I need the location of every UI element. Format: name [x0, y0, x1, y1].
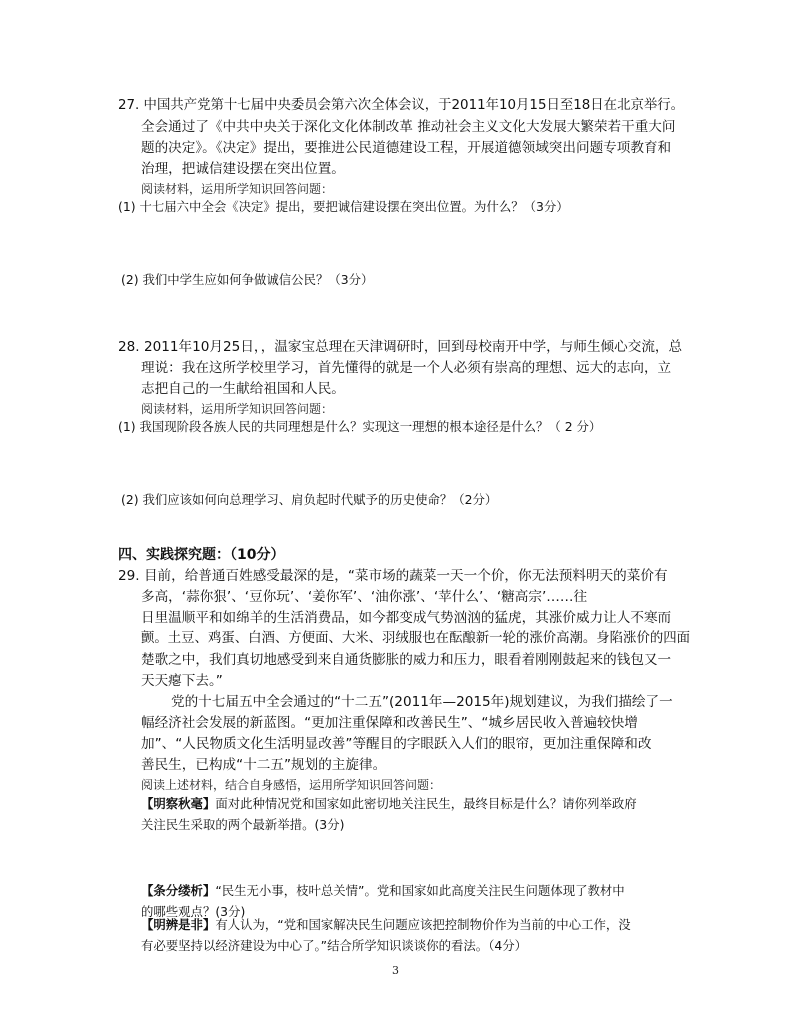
q29-line-8: 幅经济社会发展的新蓝图。“更加注重保障和改善民生”、“城乡居民收入普遍较快增: [141, 715, 638, 731]
q28-sub-question-1: (1) 我国现阶段各族人民的共同理想是什么？实现这一理想的根本途径是什么？（ 2 分）: [118, 419, 602, 434]
q29-read-prompt: 阅读上述材料，结合自身感悟，运用所学知识回答问题：: [141, 778, 442, 792]
q27-sub-question-2: (2) 我们中学生应如何争做诚信公民？（3分）: [121, 272, 374, 287]
q27-line-1: 27. 中国共产党第十七届中央委员会第六次全体会议，于2011年10月15日至18日在北京举行。: [118, 98, 685, 113]
q29-line-4: 颤。土豆、鸡蛋、白酒、方便面、大米、羽绒服也在酝酿新一轮的涨价高潮。身陷涨价的四面: [141, 631, 691, 646]
q28-read-prompt: 阅读材料，运用所学知识回答问题：: [141, 402, 334, 416]
q29-line-7: 党的十七届五中全会通过的“十二五”(2011年—2015年)规划建议，为我们描绘了一: [171, 694, 673, 710]
q27-line-3: 题的决定》。《决定》提出，要推进公民道德建设工程，开展道德领域突出问题专项教育和: [141, 140, 672, 156]
page-number: 3: [392, 964, 399, 977]
q27-line-4: 治理，把诚信建设摆在突出位置。: [141, 161, 345, 177]
part-2-tag: 【条分缕析】: [141, 883, 216, 898]
q29-line-5: 楚歌之中，我们真切地感受到来自通货膨胀的威力和压力，眼看着刚刚鼓起来的钱包又一: [141, 652, 672, 668]
q29-line-2: 多高，‘蒜你狠’、‘豆你玩’、‘姜你军’、‘油你涨’、‘苹什么’、‘糖高宗’……往: [141, 589, 588, 605]
q29-line-10: 善民生，已构成“十二五”规划的主旋律。: [141, 757, 387, 773]
part-1-text-line-1: 面对此种情况党和国家如此密切地关注民生，最终目标是什么？请你列举政府: [215, 796, 637, 811]
q27-sub-question-1: (1) 十七届六中全会《决定》提出，要把诚信建设摆在突出位置。为什么？（3分）: [118, 199, 569, 214]
q29-part-2: [141, 882, 625, 900]
q29-part-1: [141, 795, 637, 813]
part-2-text-line-1: “民生无小事，枝叶总关情”。党和国家如此高度关注民生问题体现了教材中: [215, 883, 625, 898]
part-1-text-line-2: 关注民生采取的两个最新举措。(3分): [141, 817, 345, 832]
q29-line-6: 天天瘪下去。”: [141, 673, 223, 689]
q28-line-3: 志把自己的一生献给祖国和人民。: [141, 381, 345, 397]
section-heading: 四、实践探究题：（10分）: [118, 547, 285, 563]
q27-read-prompt: 阅读材料，运用所学知识回答问题：: [141, 182, 334, 196]
q27-line-2: 全会通过了《中共中央关于深化文化体制改革 推动社会主义文化大发展大繁荣若干重大问: [141, 119, 676, 135]
q29-line-3: 日里温顺平和如绵羊的生活消费品，如今都变成气势汹汹的猛虎，其涨价威力让人不寒而: [141, 610, 672, 626]
part-3-text-line-2: 有必要坚持以经济建设为中心了。”结合所学知识谈谈你的看法。（4分）: [141, 938, 528, 953]
q28-line-2: 理说：我在这所学校里学习，首先懂得的就是一个人必须有崇高的理想、远大的志向，立: [141, 360, 672, 376]
q28-sub-question-2: (2) 我们应该如何向总理学习、肩负起时代赋予的历史使命？（2分）: [121, 492, 498, 507]
q29-line-9: 加”、“人民物质文化生活明显改善”等醒目的字眼跃入人们的眼帘，更加注重保障和改: [141, 736, 652, 752]
q28-line-1: 28. 2011年10月25日，，温家宝总理在天津调研时，回到母校南开中学，与师生倾心交流，总: [118, 339, 683, 355]
part-3-text-line-1: 有人认为，“党和国家解决民生问题应该把控制物价作为当前的中心工作，没: [215, 917, 631, 932]
part-2-text-line-2: 的哪些观点？(3分): [141, 904, 246, 919]
part-3-tag: 【明辨是非】: [141, 917, 216, 932]
part-1-tag: 【明察秋毫】: [141, 796, 216, 811]
q29-line-1: 29. 目前，给普通百姓感受最深的是，“菜市场的蔬菜一天一个价，你无法预料明天的菜价有: [118, 568, 668, 584]
q29-part-3: [141, 916, 631, 934]
